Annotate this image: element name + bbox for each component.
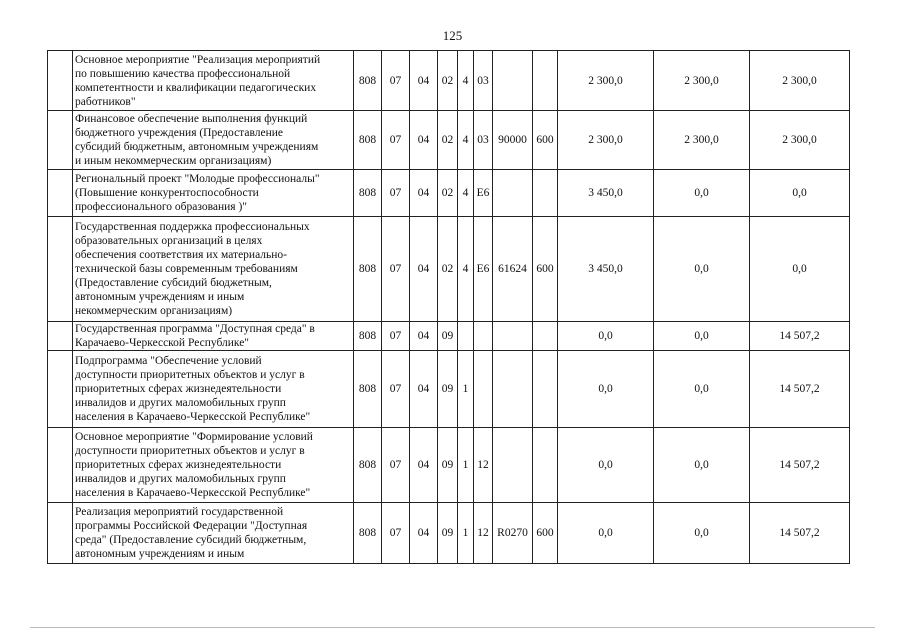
expense-type-cell: 600 xyxy=(533,111,558,170)
item-name-cell: Подпрограмма "Обеспечение условий доступности приоритетных объектов и услуг в приоритетных сферах жизнедеятельности инвалидов и других маломобильных групп населения в Карачаево-Черкесской Республике" xyxy=(73,351,354,428)
item-name-cell: Основное мероприятие "Реализация мероприятий по повышению качества профессиональной компетентности и квалификации педагогических работников" xyxy=(73,51,354,111)
program-code-cell: 09 xyxy=(438,322,458,351)
direction-code-cell: 90000 xyxy=(493,111,533,170)
subprogram-code-cell: 1 xyxy=(458,428,474,503)
row-marker-cell xyxy=(48,170,73,217)
table-row xyxy=(48,170,850,217)
subprogram-code-cell: 1 xyxy=(458,351,474,428)
amount-year1-cell: 2 300,0 xyxy=(558,111,654,170)
subsection-code-cell: 04 xyxy=(410,217,438,322)
amount-year3-cell: 0,0 xyxy=(750,170,850,217)
direction-code-cell xyxy=(493,428,533,503)
amount-year3-cell: 2 300,0 xyxy=(750,51,850,111)
section-code-cell: 07 xyxy=(382,428,410,503)
program-code-cell: 09 xyxy=(438,503,458,564)
section-code-cell: 07 xyxy=(382,351,410,428)
table-row xyxy=(48,428,850,503)
section-code-cell: 07 xyxy=(382,217,410,322)
event-code-cell: 12 xyxy=(474,503,493,564)
ministry-code-cell: 808 xyxy=(354,322,382,351)
direction-code-cell: R0270 xyxy=(493,503,533,564)
subprogram-code-cell: 4 xyxy=(458,217,474,322)
table-row xyxy=(48,351,850,428)
ministry-code-cell: 808 xyxy=(354,51,382,111)
amount-year1-cell: 2 300,0 xyxy=(558,51,654,111)
amount-year1-cell: 0,0 xyxy=(558,428,654,503)
event-code-cell: 03 xyxy=(474,51,493,111)
expense-type-cell: 600 xyxy=(533,217,558,322)
subsection-code-cell: 04 xyxy=(410,503,438,564)
subprogram-code-cell xyxy=(458,322,474,351)
direction-code-cell xyxy=(493,322,533,351)
table-row xyxy=(48,51,850,111)
table-body xyxy=(48,51,850,564)
amount-year3-cell: 2 300,0 xyxy=(750,111,850,170)
direction-code-cell xyxy=(493,351,533,428)
section-code-cell: 07 xyxy=(382,503,410,564)
event-code-cell: 03 xyxy=(474,111,493,170)
expense-type-cell xyxy=(533,351,558,428)
event-code-cell xyxy=(474,322,493,351)
expense-type-cell xyxy=(533,51,558,111)
row-marker-cell xyxy=(48,322,73,351)
expense-type-cell: 600 xyxy=(533,503,558,564)
ministry-code-cell: 808 xyxy=(354,503,382,564)
subsection-code-cell: 04 xyxy=(410,428,438,503)
program-code-cell: 02 xyxy=(438,217,458,322)
section-code-cell: 07 xyxy=(382,111,410,170)
direction-code-cell xyxy=(493,51,533,111)
subprogram-code-cell: 4 xyxy=(458,111,474,170)
row-marker-cell xyxy=(48,428,73,503)
row-marker-cell xyxy=(48,51,73,111)
amount-year1-cell: 0,0 xyxy=(558,351,654,428)
subsection-code-cell: 04 xyxy=(410,51,438,111)
event-code-cell xyxy=(474,351,493,428)
amount-year3-cell: 0,0 xyxy=(750,217,850,322)
subprogram-code-cell: 4 xyxy=(458,51,474,111)
page-bottom-rule xyxy=(30,627,875,628)
amount-year2-cell: 0,0 xyxy=(654,503,750,564)
ministry-code-cell: 808 xyxy=(354,217,382,322)
amount-year3-cell: 14 507,2 xyxy=(750,322,850,351)
item-name-cell: Государственная программа "Доступная среда" в Карачаево-Черкесской Республике" xyxy=(73,322,354,351)
table-row xyxy=(48,322,850,351)
amount-year1-cell: 3 450,0 xyxy=(558,170,654,217)
ministry-code-cell: 808 xyxy=(354,351,382,428)
event-code-cell: 12 xyxy=(474,428,493,503)
item-name-cell: Государственная поддержка профессиональных образовательных организаций в целях обеспечения соответствия их материально- технической базы современным требованиям (Предоставление субсидий бюджетным, автономным учреждениям и иным некоммерческим организациям) xyxy=(73,217,354,322)
amount-year3-cell: 14 507,2 xyxy=(750,351,850,428)
row-marker-cell xyxy=(48,351,73,428)
program-code-cell: 09 xyxy=(438,428,458,503)
row-marker-cell xyxy=(48,503,73,564)
subprogram-code-cell: 4 xyxy=(458,170,474,217)
amount-year2-cell: 2 300,0 xyxy=(654,51,750,111)
table-row xyxy=(48,503,850,564)
program-code-cell: 02 xyxy=(438,51,458,111)
program-code-cell: 02 xyxy=(438,111,458,170)
section-code-cell: 07 xyxy=(382,170,410,217)
amount-year2-cell: 0,0 xyxy=(654,428,750,503)
amount-year3-cell: 14 507,2 xyxy=(750,428,850,503)
section-code-cell: 07 xyxy=(382,51,410,111)
budget-table xyxy=(47,50,850,564)
subsection-code-cell: 04 xyxy=(410,111,438,170)
ministry-code-cell: 808 xyxy=(354,111,382,170)
amount-year1-cell: 0,0 xyxy=(558,322,654,351)
item-name-cell: Основное мероприятие "Формирование условий доступности приоритетных объектов и услуг в приоритетных сферах жизнедеятельности инвалидов и других маломобильных групп населения в Карачаево-Черкесской Республике" xyxy=(73,428,354,503)
subsection-code-cell: 04 xyxy=(410,351,438,428)
expense-type-cell xyxy=(533,322,558,351)
amount-year2-cell: 0,0 xyxy=(654,170,750,217)
program-code-cell: 09 xyxy=(438,351,458,428)
subprogram-code-cell: 1 xyxy=(458,503,474,564)
page-number: 125 xyxy=(442,28,463,43)
expense-type-cell xyxy=(533,170,558,217)
item-name-cell: Финансовое обеспечение выполнения функций бюджетного учреждения (Предоставление субсидий бюджетным, автономным учреждениям и иным некоммерческим организациям) xyxy=(73,111,354,170)
item-name-cell: Региональный проект "Молодые профессионалы" (Повышение конкурентоспособности профессионального образования )" xyxy=(73,170,354,217)
direction-code-cell xyxy=(493,170,533,217)
table-row xyxy=(48,217,850,322)
amount-year1-cell: 0,0 xyxy=(558,503,654,564)
amount-year2-cell: 0,0 xyxy=(654,322,750,351)
direction-code-cell: 61624 xyxy=(493,217,533,322)
ministry-code-cell: 808 xyxy=(354,170,382,217)
expense-type-cell xyxy=(533,428,558,503)
amount-year3-cell: 14 507,2 xyxy=(750,503,850,564)
section-code-cell: 07 xyxy=(382,322,410,351)
amount-year2-cell: 2 300,0 xyxy=(654,111,750,170)
subsection-code-cell: 04 xyxy=(410,322,438,351)
event-code-cell: E6 xyxy=(474,170,493,217)
program-code-cell: 02 xyxy=(438,170,458,217)
subsection-code-cell: 04 xyxy=(410,170,438,217)
amount-year2-cell: 0,0 xyxy=(654,351,750,428)
table-row xyxy=(48,111,850,170)
row-marker-cell xyxy=(48,217,73,322)
event-code-cell: E6 xyxy=(474,217,493,322)
item-name-cell: Реализация мероприятий государственной программы Российской Федерации "Доступная среда" (Предоставление субсидий бюджетным, автономным учреждениям и иным xyxy=(73,503,354,564)
amount-year2-cell: 0,0 xyxy=(654,217,750,322)
row-marker-cell xyxy=(48,111,73,170)
amount-year1-cell: 3 450,0 xyxy=(558,217,654,322)
ministry-code-cell: 808 xyxy=(354,428,382,503)
